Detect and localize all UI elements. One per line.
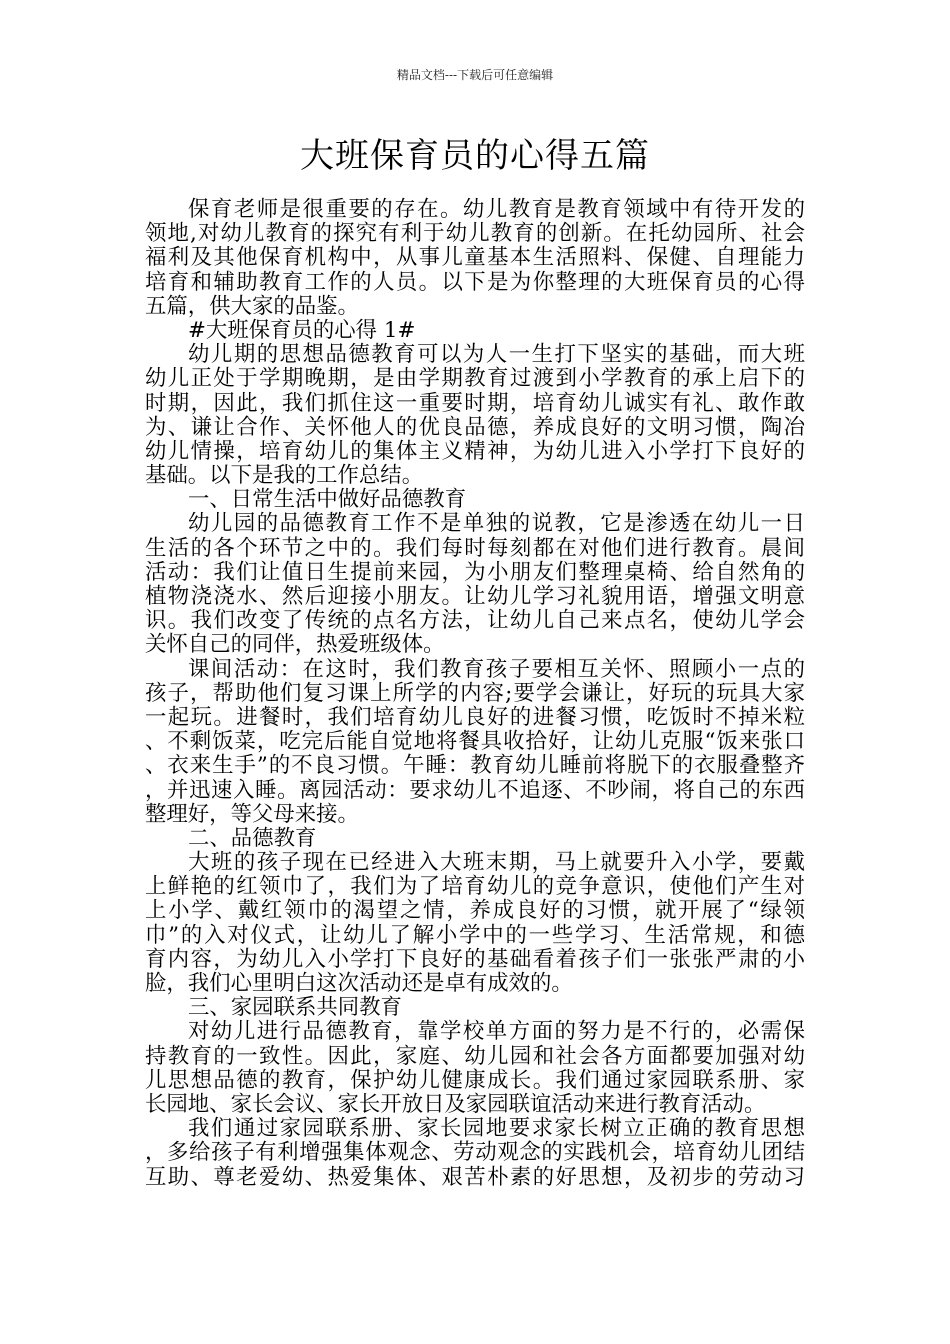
text-line: 巾”的入对仪式，让幼儿了解小学中的一些学习、生活常规，和德 [145,922,805,948]
text-line: 为、谦让合作、关怀他人的优良品德，养成良好的文明习惯，陶冶 [145,414,805,440]
text-line: 幼儿情操，培育幼儿的集体主义精神，为幼儿进入小学打下良好的 [145,438,805,464]
text-line: 我们通过家园联系册、家长园地要求家长树立正确的教育思想 [188,1116,805,1142]
text-line: 互助、尊老爱幼、热爱集体、艰苦朴素的好思想，及初步的劳动习 [145,1164,805,1190]
text-line: 上鲜艳的红领巾了，我们为了培育幼儿的竞争意识，使他们产生对 [145,874,805,900]
text-line: 识。我们改变了传统的点名方法，让幼儿自己来点名，使幼儿学会 [145,608,805,634]
text-line: 幼儿园的品德教育工作不是单独的说教，它是渗透在幼儿一日 [188,511,805,537]
text-line: 幼儿正处于学期晚期，是由学期教育过渡到小学教育的承上启下的 [145,366,805,392]
text-line: 福利及其他保育机构中，从事儿童基本生活照料、保健、自理能力 [145,245,805,271]
text-line: 幼儿期的思想品德教育可以为人一生打下坚实的基础，而大班 [188,342,805,368]
document-title: 大班保育员的心得五篇 [300,136,650,176]
text-line: 植物浇浇水、然后迎接小朋友。让幼儿学习礼貌用语，增强文明意 [145,584,805,609]
text-line: 、衣来生手”的不良习惯。午睡：教育幼儿睡前将脱下的衣服叠整齐 [145,753,805,779]
text-line: 育内容，为幼儿入小学打下良好的基础看着孩子们一张张严肃的小 [145,946,805,972]
text-line: 儿思想品德的教育，保护幼儿健康成长。我们通过家园联系册、家 [145,1067,805,1093]
text-line: 生活的各个环节之中的。我们每时每刻都在对他们进行教育。晨间 [145,535,805,561]
text-line: 孩子，帮助他们复习课上所学的内容;要学会谦让，好玩的玩具大家 [145,680,805,706]
text-line: 关怀自己的同伴，热爱班级体。 [145,632,445,658]
document-body [145,198,805,1190]
text-line: 保育老师是很重要的存在。幼儿教育是教育领域中有待开发的 [188,197,805,222]
text-line: 基础。以下是我的工作总结。 [145,463,424,489]
text-line: 大班的孩子现在已经进入大班末期，马上就要升入小学，要戴 [188,850,805,876]
text-line: 持教育的一致性。因此，家庭、幼儿园和社会各方面都要加强对幼 [145,1043,805,1069]
text-line: 脸，我们心里明白这次活动还是卓有成效的。 [145,971,573,996]
text-line: 时期，因此，我们抓住这一重要时期，培育幼儿诚实有礼、敢作敢 [145,390,805,416]
text-line: 课间活动：在这时，我们教育孩子要相互关怀、照顾小一点的 [188,656,805,682]
text-line: 整理好，等父母来接。 [145,801,359,827]
page-header: 精品文档---下载后可任意编辑 [396,68,554,82]
text-line: 一、日常生活中做好品德教育 [188,487,467,513]
text-line: 二、品德教育 [188,825,317,851]
text-line: 三、家园联系共同教育 [188,995,402,1021]
text-line: 五篇，供大家的品鉴。 [145,293,359,319]
text-line: 一起玩。进餐时，我们培育幼儿良好的进餐习惯，吃饭时不掉米粒 [145,704,805,730]
text-line: ，多给孩子有利增强集体观念、劳动观念的实践机会，培育幼儿团结 [145,1140,805,1166]
text-line: 培育和辅助教育工作的人员。以下是为你整理的大班保育员的心得 [145,269,805,295]
text-line: 对幼儿进行品德教育，靠学校单方面的努力是不行的，必需保 [188,1019,805,1045]
text-line: ，并迅速入睡。离园活动：要求幼儿不追逐、不吵闹，将自己的东西 [145,777,805,803]
text-line: #大班保育员的心得 1# [188,317,416,343]
text-line: 、不剩饭菜，吃完后能自觉地将餐具收拾好，让幼儿克服“饭来张口 [145,729,805,755]
text-line: 长园地、家长会议、家长开放日及家园联谊活动来进行教育活动。 [145,1091,766,1117]
text-line: 活动：我们让值日生提前来园，为小朋友们整理桌椅、给自然角的 [145,559,805,585]
text-line: 上小学、戴红领巾的渴望之情，养成良好的习惯，就开展了“绿领 [145,898,805,924]
text-line: 领地,对幼儿教育的探究有利于幼儿教育的创新。在托幼园所、社会 [145,221,805,247]
